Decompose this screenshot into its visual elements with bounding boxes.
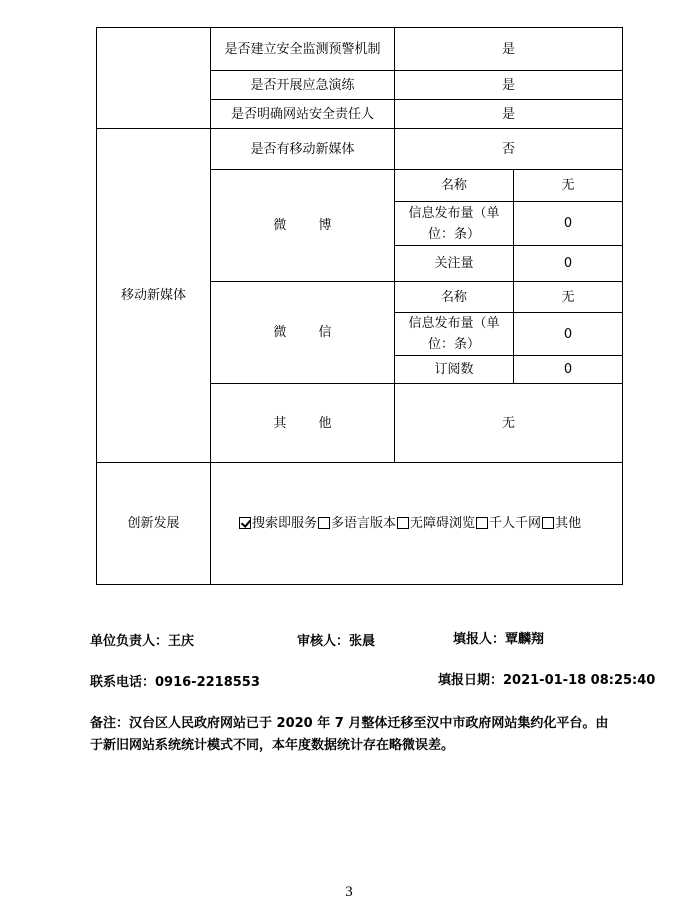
reviewer: 审核人：张晨	[297, 634, 376, 649]
innovation-section-label: 创新发展	[97, 463, 211, 585]
report-table	[96, 27, 623, 585]
filler: 填报人：覃麟翔	[453, 632, 545, 647]
checkbox-icon[interactable]	[397, 517, 409, 529]
weibo-row-label: 名称	[395, 170, 514, 202]
weixin-row-label: 名称	[395, 282, 514, 313]
fill-date: 填报日期：2021-01-18 08:25:40	[438, 673, 656, 688]
weixin-row-label: 订阅数	[395, 356, 514, 384]
security-value: 是	[395, 71, 623, 100]
checkbox-icon[interactable]	[476, 517, 488, 529]
security-label: 是否建立安全监测预警机制	[211, 28, 395, 71]
page-number: 3	[345, 884, 353, 900]
option-search-service[interactable]: 搜索即服务	[239, 516, 317, 531]
other-label: 其 他	[211, 384, 395, 463]
mobile-section-label: 移动新媒体	[97, 129, 211, 463]
security-value: 是	[395, 100, 623, 129]
weibo-label: 微 博	[211, 170, 395, 282]
security-label: 是否开展应急演练	[211, 71, 395, 100]
weibo-row-value: 无	[514, 170, 623, 202]
option-multilingual[interactable]: 多语言版本	[318, 516, 396, 531]
remark: 备注：汉台区人民政府网站已于 2020 年 7 月整体迁移至汉中市政府网站集约化平台。由于新旧网站系统统计模式不同，本年度数据统计存在略微误差。	[90, 716, 609, 753]
security-label: 是否明确网站安全责任人	[211, 100, 395, 129]
weixin-row-value: 0	[514, 356, 623, 384]
has-mobile-label: 是否有移动新媒体	[211, 129, 395, 170]
contact-phone: 联系电话：0916-2218553	[90, 675, 260, 690]
weibo-row-label: 信息发布量（单位：条）	[395, 202, 514, 246]
weibo-row-value: 0	[514, 202, 623, 246]
weixin-row-label: 信息发布量（单位：条）	[395, 313, 514, 356]
security-section-cell	[97, 28, 211, 129]
checkbox-icon[interactable]	[542, 517, 554, 529]
checkbox-checked-icon[interactable]	[239, 517, 251, 529]
option-personalized[interactable]: 千人千网	[476, 516, 541, 531]
weibo-row-label: 关注量	[395, 246, 514, 282]
innovation-options	[211, 463, 623, 585]
option-accessibility[interactable]: 无障碍浏览	[397, 516, 475, 531]
has-mobile-value: 否	[395, 129, 623, 170]
option-other[interactable]: 其他	[542, 516, 581, 531]
weibo-row-value: 0	[514, 246, 623, 282]
weixin-row-value: 0	[514, 313, 623, 356]
unit-head: 单位负责人：王庆	[90, 634, 195, 649]
weixin-row-value: 无	[514, 282, 623, 313]
security-value: 是	[395, 28, 623, 71]
checkbox-icon[interactable]	[318, 517, 330, 529]
weixin-label: 微 信	[211, 282, 395, 384]
other-value: 无	[395, 384, 623, 463]
